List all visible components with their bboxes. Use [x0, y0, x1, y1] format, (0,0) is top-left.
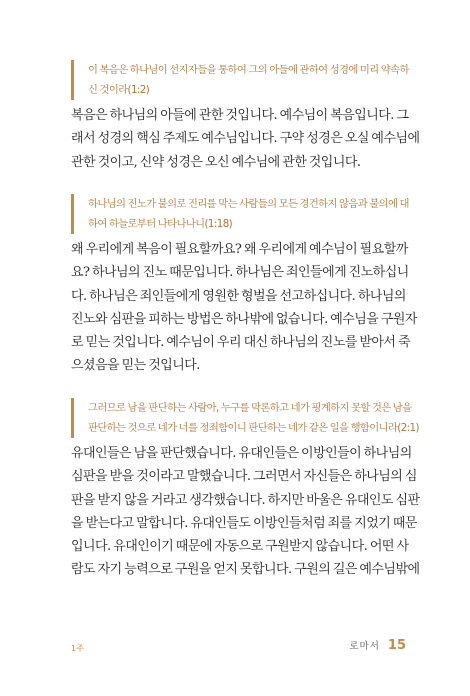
quote-line: 하나님의 진노가 불의로 진리를 막는 사람들의 모든 경건하지 않음과 불의에 대: [88, 198, 409, 210]
paragraph-line: 요? 하나님의 진노 때문입니다. 하나님은 죄인들에게 진노하십니: [71, 265, 409, 281]
scripture-quote: [71, 60, 423, 100]
commentary-paragraph: [71, 104, 420, 174]
paragraph-line: 유대인들은 남을 판단했습니다. 유대인들은 이방인들이 하나님의: [71, 446, 412, 461]
paragraph-line: 래서 성경의 핵심 주제도 예수님입니다. 구약 성경은 오실 예수님에: [71, 131, 420, 147]
page-number: 15: [387, 638, 406, 653]
paragraph-line: 으셨음을 믿는 것입니다.: [71, 358, 200, 374]
commentary-paragraph: [71, 238, 417, 378]
paragraph-line: 로 믿는 것입니다. 예수님이 우리 대신 하나님의 진노를 받아서 죽: [71, 335, 411, 351]
paragraph-line: 다. 하나님은 죄인들에게 영원한 형벌을 선고하십니다. 하나님의: [71, 288, 406, 304]
paragraph-line: 을 받는다고 말합니다. 유대인들도 이방인들처럼 죄를 지었기 때문: [71, 515, 417, 531]
paragraph-line: 심판을 받을 것이라고 말했습니다. 그러면서 자신들은 하나님의 심: [71, 469, 417, 485]
quote-line: 이 복음은 하나님이 선지자들을 통하여 그의 아들에 관하여 성경에 미리 약속하: [88, 64, 409, 76]
paragraph-line: 람도 자기 능력으로 구원을 얻지 못합니다. 구원의 길은 예수님밖에: [71, 562, 420, 578]
commentary-paragraph: [71, 442, 420, 582]
paragraph-line: 판을 받지 않을 거라고 생각했습니다. 하지만 바울은 유대인도 심판: [71, 492, 420, 508]
page-footer: [349, 638, 406, 653]
quote-line: 그러므로 남을 판단하는 사람아, 누구를 막론하고 네가 핑계하지 못할 것은 남을: [88, 402, 412, 414]
quote-line: 신 것이라(1:2): [88, 84, 150, 96]
paragraph-line: 관한 것이고, 신약 성경은 오신 예수님에 관한 것입니다.: [71, 154, 361, 170]
quote-line: 판단하는 것으로 네가 너를 정죄함이니 판단하는 네가 같은 일을 행함이니라(2:1): [88, 422, 419, 434]
book-title: 로마서: [349, 641, 380, 652]
paragraph-line: 복음은 하나님의 아들에 관한 것입니다. 예수님이 복음입니다. 그: [71, 108, 409, 123]
week-label: 1주: [71, 644, 84, 653]
paragraph-line: 입니다. 유대인이기 때문에 자동으로 구원받지 않습니다. 어떤 사: [71, 539, 409, 555]
scripture-quote: [71, 398, 423, 438]
scripture-quote: [71, 194, 423, 234]
paragraph-line: 왜 우리에게 복음이 필요할까요? 왜 우리에게 예수님이 필요할까: [71, 242, 408, 257]
paragraph-line: 진노와 심판을 피하는 방법은 하나밖에 없습니다. 예수님을 구원자: [71, 311, 417, 327]
quote-line: 하여 하늘로부터 나타나나니(1:18): [88, 218, 233, 230]
